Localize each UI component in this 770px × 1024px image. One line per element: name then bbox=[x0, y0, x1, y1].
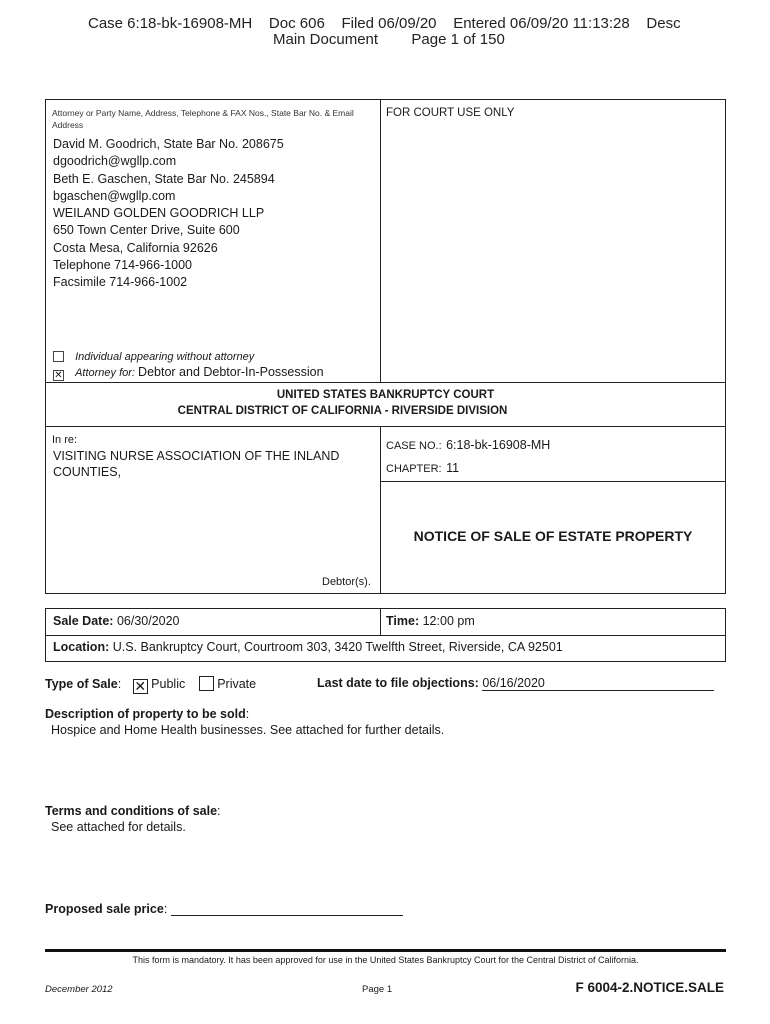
sale-time-label: Time: bbox=[386, 614, 420, 628]
attorney-for-label: Attorney for: bbox=[75, 367, 135, 379]
attorney-for-value: Debtor and Debtor-In-Possession bbox=[138, 365, 324, 379]
description-label: Description of property to be sold bbox=[45, 707, 246, 721]
debtors-label: Debtor(s). bbox=[322, 576, 371, 588]
filing-header-line1: Case 6:18-bk-16908-MH Doc 606 Filed 06/09/20 Entered 06/09/20 11:13:28 Desc bbox=[88, 15, 681, 32]
notice-title: NOTICE OF SALE OF ESTATE PROPERTY bbox=[413, 528, 693, 544]
court-use-box bbox=[380, 99, 726, 383]
footer-mandatory: This form is mandatory. It has been approved for use in the United States Bankruptcy Court for the Central District of California. bbox=[132, 955, 639, 965]
case-number-row bbox=[386, 436, 550, 454]
terms-label: Terms and conditions of sale bbox=[45, 804, 218, 818]
type-of-sale-row: Type of Sale: ✕ Public Private bbox=[45, 677, 257, 694]
attorney-line: Costa Mesa, California 92626 bbox=[53, 240, 218, 255]
self-rep-row bbox=[53, 351, 254, 363]
case-number-value: 6:18-bk-16908-MH bbox=[446, 438, 551, 452]
court-name-line2: CENTRAL DISTRICT OF CALIFORNIA - RIVERSIDE DIVISION bbox=[177, 405, 508, 417]
footer-form-id: F 6004-2.NOTICE.SALE bbox=[575, 980, 724, 995]
attorney-line: Facsimile 714-966-1002 bbox=[53, 275, 188, 290]
in-re-label: In re: bbox=[52, 434, 78, 446]
debtor-name-line: COUNTIES, bbox=[53, 465, 122, 479]
case-number-label: CASE NO.: bbox=[386, 440, 442, 452]
private-checkbox[interactable] bbox=[199, 676, 214, 691]
sale-date-label: Sale Date: bbox=[53, 614, 114, 628]
sale-date-value: 06/30/2020 bbox=[116, 614, 180, 628]
footer-page: Page 1 bbox=[362, 984, 393, 995]
attorney-info bbox=[53, 136, 284, 292]
self-rep-label: Individual appearing without attorney bbox=[75, 351, 255, 363]
sale-time-row bbox=[386, 614, 475, 628]
attorney-line: Telephone 714-966-1000 bbox=[53, 258, 193, 273]
court-name-line1: UNITED STATES BANKRUPTCY COURT bbox=[276, 389, 495, 401]
chapter-label: CHAPTER: bbox=[386, 463, 442, 475]
attorney-for-checkbox[interactable]: ✕ bbox=[54, 370, 63, 381]
attorney-box-label: Attorney or Party Name, Address, Telephone & FAX Nos., State Bar No. & Email Address bbox=[52, 108, 354, 130]
footer-date: December 2012 bbox=[45, 984, 113, 995]
private-label: Private bbox=[217, 677, 257, 691]
court-use-label: FOR COURT USE ONLY bbox=[386, 107, 515, 119]
filing-header-line2: Main Document Page 1 of 150 bbox=[273, 31, 505, 48]
objections-value[interactable]: 06/16/2020 bbox=[482, 676, 714, 691]
type-of-sale-label: Type of Sale bbox=[45, 677, 118, 691]
price-row: Proposed sale price: bbox=[45, 901, 403, 916]
sale-date-row bbox=[53, 614, 180, 628]
debtor-name bbox=[53, 448, 339, 480]
description-value: Hospice and Home Health businesses. See attached for further details. bbox=[51, 723, 445, 737]
public-checkbox[interactable]: ✕ bbox=[134, 678, 147, 694]
debtor-name-line: VISITING NURSE ASSOCIATION OF THE INLAND bbox=[53, 449, 340, 463]
chapter-row bbox=[386, 459, 459, 477]
terms-value: See attached for details. bbox=[51, 820, 186, 834]
attorney-line: 650 Town Center Drive, Suite 600 bbox=[53, 223, 240, 238]
public-label: Public bbox=[151, 677, 186, 691]
description-heading: Description of property to be sold: bbox=[45, 707, 250, 721]
price-value[interactable] bbox=[171, 901, 403, 916]
location-row bbox=[53, 640, 563, 654]
attorney-line: bgaschen@wgllp.com bbox=[53, 188, 176, 203]
sale-time-value: 12:00 pm bbox=[422, 614, 475, 628]
attorney-line: David M. Goodrich, State Bar No. 208675 bbox=[53, 137, 284, 151]
chapter-value: 11 bbox=[446, 461, 460, 475]
attorney-line: dgoodrich@wgllp.com bbox=[53, 154, 177, 169]
footer-rule bbox=[45, 949, 726, 952]
objections-row bbox=[317, 676, 714, 691]
location-value: U.S. Bankruptcy Court, Courtroom 303, 3420 Twelfth Street, Riverside, CA 92501 bbox=[112, 640, 563, 654]
objections-label: Last date to file objections: bbox=[317, 676, 479, 690]
price-label: Proposed sale price bbox=[45, 902, 164, 916]
attorney-line: Beth E. Gaschen, State Bar No. 245894 bbox=[53, 171, 275, 186]
location-label: Location: bbox=[53, 640, 110, 654]
self-rep-checkbox[interactable] bbox=[53, 351, 64, 362]
attorney-line: WEILAND GOLDEN GOODRICH LLP bbox=[53, 206, 265, 221]
attorney-for-row bbox=[53, 365, 324, 381]
terms-heading: Terms and conditions of sale: bbox=[45, 804, 221, 818]
